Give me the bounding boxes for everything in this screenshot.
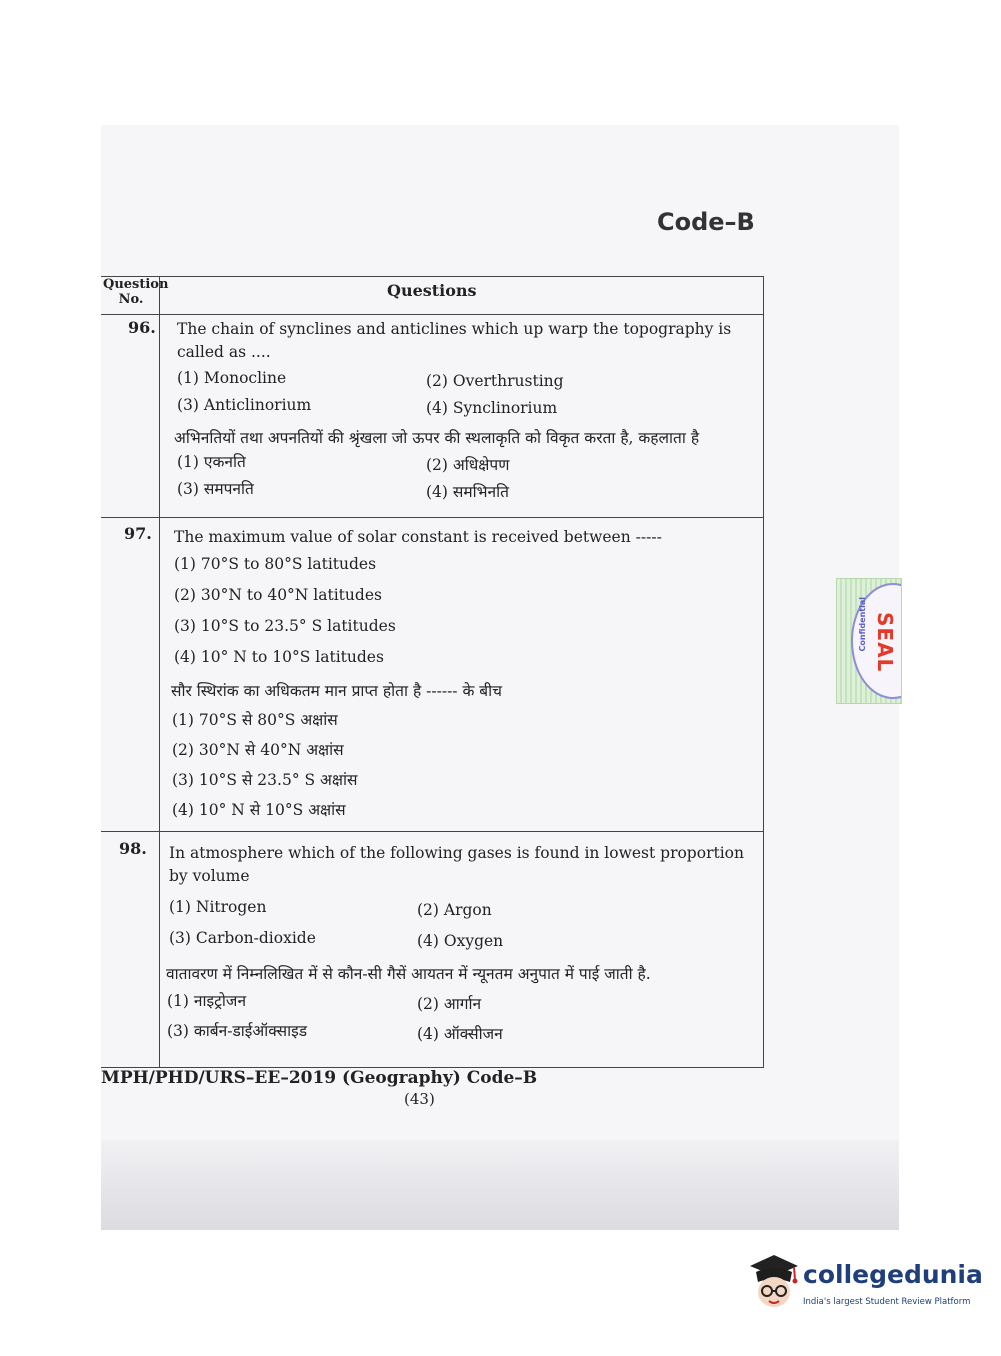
hindi-stem: अभिनतियों तथा अपनतियों की श्रृंखला जो ऊपर की स्थलाकृति को विकृत करता है, कहलाता है — [174, 429, 700, 447]
hindi-option-3: (3) 10°S से 23.5° S अक्षांस — [172, 771, 358, 789]
hindi-option-1: (1) नाइट्रोजन — [167, 992, 247, 1010]
hindi-option-1: (1) एकनति — [177, 453, 246, 471]
option-2: (2) Argon — [417, 901, 492, 919]
option-3: (3) Carbon-dioxide — [169, 929, 316, 947]
option-4: (4) Oxygen — [417, 932, 504, 950]
mascot-icon — [744, 1250, 802, 1312]
option-3: (3) Anticlinorium — [177, 396, 312, 414]
option-2: (2) 30°N to 40°N latitudes — [174, 586, 382, 604]
row-divider — [101, 517, 763, 518]
option-1: (1) 70°S to 80°S latitudes — [174, 555, 377, 573]
question-number: 98. — [119, 839, 147, 858]
question-number: 96. — [128, 318, 156, 337]
hindi-option-1: (1) 70°S से 80°S अक्षांस — [172, 711, 338, 729]
brand-tagline: India's largest Student Review Platform — [803, 1297, 971, 1307]
hindi-option-4: (4) ऑक्सीजन — [417, 1025, 503, 1043]
header-questions: Questions — [387, 281, 477, 300]
page-number: (43) — [404, 1090, 435, 1108]
hindi-option-2: (2) 30°N से 40°N अक्षांस — [172, 741, 344, 759]
question-stem: The chain of synclines and anticlines which up warp the topography is called as .... — [177, 320, 732, 361]
hindi-stem: सौर स्थिरांक का अधिकतम मान प्राप्त होता है ------ के बीच — [171, 682, 503, 700]
collegedunia-logo — [744, 1250, 983, 1320]
code-heading: Code–B — [657, 208, 755, 236]
question-stem: The maximum value of solar constant is received between ----- — [174, 528, 662, 546]
question-number: 97. — [124, 524, 152, 543]
row-divider — [101, 831, 763, 832]
option-4: (4) 10° N to 10°S latitudes — [174, 648, 384, 666]
hindi-option-4: (4) समभिनति — [426, 483, 509, 501]
header-divider — [101, 314, 763, 315]
header-question-no: Question No. — [103, 277, 169, 307]
hindi-option-3: (3) कार्बन-डाईऑक्साइड — [167, 1022, 308, 1040]
column-divider — [159, 277, 160, 1067]
seal-text: Confidential — [858, 597, 867, 652]
seal-word: SEAL — [873, 612, 897, 673]
question-stem: In atmosphere which of the following gases is found in lowest proportion by volume — [169, 844, 744, 885]
hindi-option-3: (3) समपनति — [177, 480, 254, 498]
hindi-option-2: (2) आर्गान — [417, 995, 482, 1013]
footer-code: MPH/PHD/URS–EE–2019 (Geography) Code–B — [101, 1068, 538, 1088]
confidential-seal — [836, 578, 902, 704]
hindi-option-4: (4) 10° N से 10°S अक्षांस — [172, 801, 346, 819]
option-2: (2) Overthrusting — [426, 372, 564, 390]
option-1: (1) Monocline — [177, 369, 287, 387]
scan-shadow — [101, 1140, 899, 1230]
brand-name: collegedunia — [803, 1260, 983, 1289]
option-4: (4) Synclinorium — [426, 399, 558, 417]
option-1: (1) Nitrogen — [169, 898, 267, 916]
hindi-option-2: (2) अधिक्षेपण — [426, 456, 510, 474]
option-3: (3) 10°S to 23.5° S latitudes — [174, 617, 396, 635]
hindi-stem: वातावरण में निम्नलिखित में से कौन-सी गैसें आयतन में न्यूनतम अनुपात में पाई जाती है. — [166, 965, 651, 983]
